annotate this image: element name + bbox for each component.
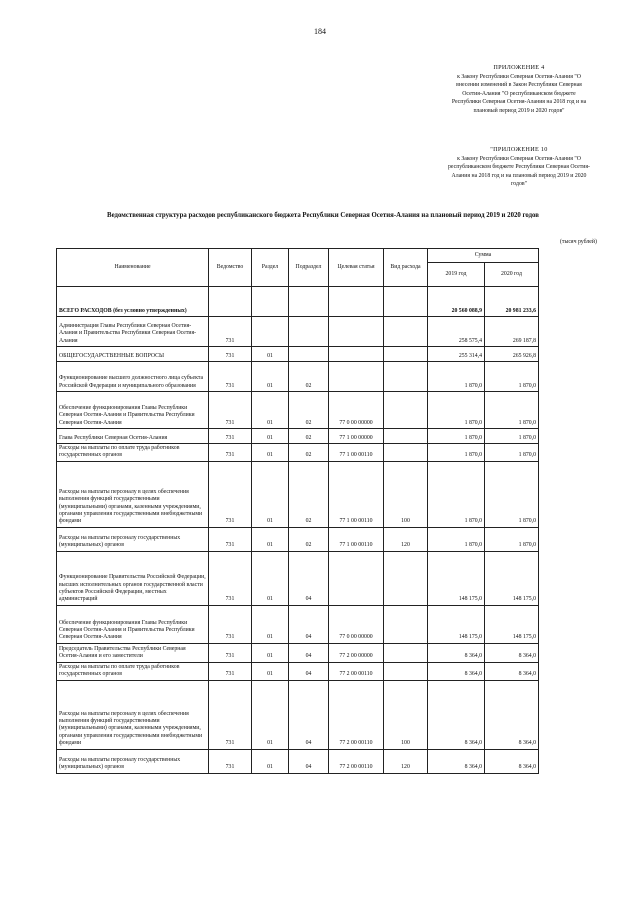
row-subsection-cell: 04 [289, 551, 329, 605]
row-expense-type-cell [384, 287, 428, 317]
table-body [57, 287, 539, 774]
row-target-article-cell: 77 2 00 00110 [329, 662, 384, 680]
row-section-cell: 01 [252, 429, 289, 444]
header-expense-type: Вид расхода [384, 249, 428, 287]
row-name-cell: Обеспечение функционирования Главы Республики Северная Осетия-Алания и Правительства Республики Северная Осетия-Алания [57, 605, 209, 643]
table-row [57, 680, 539, 749]
table-row [57, 551, 539, 605]
row-expense-type-cell [384, 392, 428, 429]
row-sum-2019-cell: 1 870,0 [428, 461, 485, 527]
row-target-article-cell [329, 287, 384, 317]
row-subsection-cell: 04 [289, 605, 329, 643]
table-row [57, 392, 539, 429]
row-sum-2019-cell: 8 364,0 [428, 680, 485, 749]
row-subsection-cell: 02 [289, 444, 329, 462]
row-subsection-cell: 02 [289, 461, 329, 527]
appendix-note-secondary [448, 146, 590, 189]
row-name-cell: Расходы на выплаты по оплате труда работников государственных органов [57, 444, 209, 462]
row-name-cell: Председатель Правительства Республики Северная Осетия-Алания и его заместители [57, 643, 209, 662]
row-expense-type-cell [384, 362, 428, 392]
row-name-cell: Администрация Главы Республики Северная Осетия-Алания и Правительства Республики Северная Осетия-Алания [57, 317, 209, 347]
appendix-text: к Закону Республики Северная Осетия-Алания "О внесении изменений в Закон Республики Северная Осетия-Алания "О республиканском бюджете Республики Северная Осетия-Алания на 2018 год и на плановый период 2019 и 2020 годов" [451, 73, 587, 114]
header-year-2019: 2019 год [428, 263, 485, 287]
table-row [57, 749, 539, 773]
row-sum-2020-cell: 265 926,8 [485, 347, 539, 362]
row-sum-2020-cell: 1 870,0 [485, 461, 539, 527]
row-sum-2020-cell: 8 364,0 [485, 643, 539, 662]
row-sum-2020-cell: 8 364,0 [485, 662, 539, 680]
row-sum-2019-cell: 255 314,4 [428, 347, 485, 362]
row-section-cell [252, 287, 289, 317]
table-row [57, 461, 539, 527]
row-expense-type-cell [384, 429, 428, 444]
row-sum-2019-cell: 1 870,0 [428, 527, 485, 551]
row-section-cell: 01 [252, 643, 289, 662]
row-subsection-cell: 04 [289, 662, 329, 680]
row-sum-2019-cell: 8 364,0 [428, 749, 485, 773]
row-sum-2019-cell: 1 870,0 [428, 362, 485, 392]
row-name-cell: Расходы на выплаты персоналу в целях обеспечения выполнения функций государственными (муниципальными) органами, казенными учреждениями, органами управления государственными внебюджетными фондами [57, 680, 209, 749]
row-expense-type-cell [384, 347, 428, 362]
row-sum-2020-cell: 1 870,0 [485, 362, 539, 392]
table-row [57, 605, 539, 643]
row-target-article-cell: 77 2 00 00110 [329, 680, 384, 749]
row-section-cell: 01 [252, 749, 289, 773]
row-section-cell: 01 [252, 444, 289, 462]
appendix-text: к Закону Республики Северная Осетия-Алания "О республиканском бюджете Республики Северная Осетия-Алания на 2018 год и на плановый период 2019 и 2020 годов" [448, 155, 590, 188]
expenditure-table [56, 248, 539, 774]
row-name-cell: Расходы на выплаты персоналу государственных (муниципальных) органов [57, 527, 209, 551]
row-subsection-cell: 04 [289, 680, 329, 749]
row-sum-2019-cell: 1 870,0 [428, 444, 485, 462]
row-sum-2019-cell: 148 175,0 [428, 605, 485, 643]
row-subsection-cell: 02 [289, 362, 329, 392]
row-target-article-cell [329, 317, 384, 347]
header-target-article: Целевая статья [329, 249, 384, 287]
row-name-cell: Расходы на выплаты по оплате труда работников государственных органов [57, 662, 209, 680]
row-sum-2020-cell: 148 175,0 [485, 551, 539, 605]
row-section-cell: 01 [252, 680, 289, 749]
row-department-cell: 731 [209, 444, 252, 462]
row-subsection-cell: 02 [289, 527, 329, 551]
row-department-cell: 731 [209, 662, 252, 680]
header-sum: Сумма [428, 249, 539, 263]
table-row [57, 429, 539, 444]
row-department-cell: 731 [209, 680, 252, 749]
row-department-cell: 731 [209, 527, 252, 551]
row-section-cell: 01 [252, 605, 289, 643]
row-department-cell: 731 [209, 749, 252, 773]
row-sum-2019-cell: 20 560 088,9 [428, 287, 485, 317]
row-sum-2020-cell: 8 364,0 [485, 749, 539, 773]
row-subsection-cell: 04 [289, 643, 329, 662]
row-name-cell: Обеспечение функционирования Главы Республики Северная Осетия-Алания и Правительства Республики Северная Осетия-Алания [57, 392, 209, 429]
row-subsection-cell: 02 [289, 429, 329, 444]
row-sum-2019-cell: 8 364,0 [428, 643, 485, 662]
row-department-cell: 731 [209, 362, 252, 392]
row-section-cell: 01 [252, 662, 289, 680]
row-sum-2020-cell: 1 870,0 [485, 444, 539, 462]
row-sum-2020-cell: 269 187,8 [485, 317, 539, 347]
table-row [57, 662, 539, 680]
row-department-cell: 731 [209, 605, 252, 643]
row-section-cell: 01 [252, 527, 289, 551]
row-expense-type-cell [384, 444, 428, 462]
row-subsection-cell: 02 [289, 392, 329, 429]
row-target-article-cell: 77 2 00 00000 [329, 643, 384, 662]
row-department-cell: 731 [209, 392, 252, 429]
row-name-cell: Глава Республики Северная Осетия-Алания [57, 429, 209, 444]
row-target-article-cell: 77 1 00 00110 [329, 444, 384, 462]
row-expense-type-cell [384, 662, 428, 680]
row-department-cell: 731 [209, 643, 252, 662]
units-label: (тысяч рублей) [560, 239, 597, 245]
header-name: Наименование [57, 249, 209, 287]
row-sum-2019-cell: 1 870,0 [428, 429, 485, 444]
header-year-2020: 2020 год [485, 263, 539, 287]
row-target-article-cell: 77 0 00 00000 [329, 392, 384, 429]
row-name-cell: ВСЕГО РАСХОДОВ (без условно утвержденных) [57, 287, 209, 317]
row-section-cell: 01 [252, 362, 289, 392]
row-target-article-cell: 77 1 00 00110 [329, 527, 384, 551]
table-row [57, 643, 539, 662]
appendix-title: ПРИЛОЖЕНИЕ 4 [493, 64, 545, 71]
row-target-article-cell: 77 1 00 00000 [329, 429, 384, 444]
table-row [57, 317, 539, 347]
row-sum-2020-cell: 1 870,0 [485, 429, 539, 444]
row-expense-type-cell: 120 [384, 749, 428, 773]
row-sum-2020-cell: 1 870,0 [485, 527, 539, 551]
row-department-cell: 731 [209, 317, 252, 347]
appendix-note-primary [448, 64, 590, 116]
row-department-cell [209, 287, 252, 317]
row-name-cell: Функционирование высшего должностного лица субъекта Российской Федерации и муниципального образования [57, 362, 209, 392]
row-department-cell: 731 [209, 347, 252, 362]
row-expense-type-cell: 120 [384, 527, 428, 551]
table-row [57, 362, 539, 392]
row-sum-2020-cell: 1 870,0 [485, 392, 539, 429]
row-target-article-cell: 77 2 00 00110 [329, 749, 384, 773]
row-target-article-cell: 77 1 00 00110 [329, 461, 384, 527]
row-expense-type-cell [384, 605, 428, 643]
row-department-cell: 731 [209, 461, 252, 527]
appendix-title: "ПРИЛОЖЕНИЕ 10 [490, 146, 548, 153]
row-sum-2019-cell: 1 870,0 [428, 392, 485, 429]
row-section-cell [252, 317, 289, 347]
table-row [57, 347, 539, 362]
header-section: Раздел [252, 249, 289, 287]
row-subsection-cell [289, 317, 329, 347]
table-row [57, 287, 539, 317]
row-sum-2019-cell: 258 575,4 [428, 317, 485, 347]
row-subsection-cell: 04 [289, 749, 329, 773]
row-expense-type-cell [384, 643, 428, 662]
row-target-article-cell [329, 347, 384, 362]
row-section-cell: 01 [252, 392, 289, 429]
row-section-cell: 01 [252, 551, 289, 605]
row-expense-type-cell: 100 [384, 680, 428, 749]
row-sum-2020-cell: 148 175,0 [485, 605, 539, 643]
row-sum-2020-cell: 20 981 233,6 [485, 287, 539, 317]
header-department: Ведомство [209, 249, 252, 287]
row-department-cell: 731 [209, 551, 252, 605]
row-target-article-cell [329, 362, 384, 392]
row-name-cell: Функционирование Правительства Российской Федерации, высших исполнительных органов государственной власти субъектов Российской Федерации, местных администраций [57, 551, 209, 605]
row-sum-2019-cell: 148 175,0 [428, 551, 485, 605]
row-name-cell: ОБЩЕГОСУДАРСТВЕННЫЕ ВОПРОСЫ [57, 347, 209, 362]
row-target-article-cell: 77 0 00 00000 [329, 605, 384, 643]
table-row [57, 527, 539, 551]
row-sum-2020-cell: 8 364,0 [485, 680, 539, 749]
row-subsection-cell [289, 347, 329, 362]
row-department-cell: 731 [209, 429, 252, 444]
row-expense-type-cell [384, 551, 428, 605]
row-name-cell: Расходы на выплаты персоналу государственных (муниципальных) органов [57, 749, 209, 773]
row-section-cell: 01 [252, 461, 289, 527]
row-subsection-cell [289, 287, 329, 317]
row-sum-2019-cell: 8 364,0 [428, 662, 485, 680]
row-name-cell: Расходы на выплаты персоналу в целях обеспечения выполнения функций государственными (муниципальными) органами, казенными учреждениями, органами управления государственными внебюджетными фондами [57, 461, 209, 527]
row-expense-type-cell [384, 317, 428, 347]
row-expense-type-cell: 100 [384, 461, 428, 527]
row-section-cell: 01 [252, 347, 289, 362]
row-target-article-cell [329, 551, 384, 605]
header-subsection: Подраздел [289, 249, 329, 287]
page-number: 184 [314, 27, 326, 36]
document-title: Ведомственная структура расходов республиканского бюджета Республики Северная Осетия-Алания на плановый период 2019 и 2020 годов [107, 212, 539, 219]
table-row [57, 444, 539, 462]
